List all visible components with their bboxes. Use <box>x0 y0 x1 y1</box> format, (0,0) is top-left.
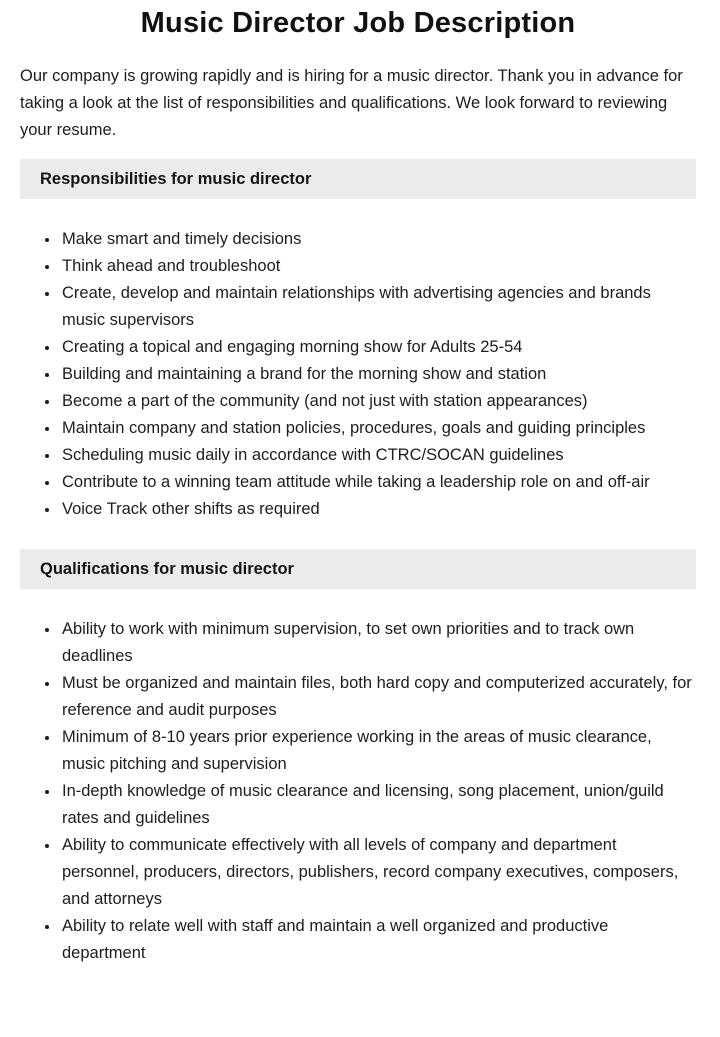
list-item: • Contribute to a winning team attitude while taking a leadership role on and off-air <box>60 469 696 496</box>
list-item: • Create, develop and maintain relationships with advertising agencies and brands music supervisors <box>60 280 696 334</box>
list-item: • In-depth knowledge of music clearance and licensing, song placement, union/guild rates and guidelines <box>60 778 696 832</box>
list-item: • Ability to communicate effectively with all levels of company and department personnel, producers, directors, publishers, record company executives, composers, and attorneys <box>60 832 696 913</box>
list-item: • Think ahead and troubleshoot <box>60 253 696 280</box>
list-item: • Maintain company and station policies, procedures, goals and guiding principles <box>60 415 696 442</box>
list-item: • Minimum of 8-10 years prior experience working in the areas of music clearance, music pitching and supervision <box>60 724 696 778</box>
qualifications-section <box>20 549 696 967</box>
responsibilities-section <box>20 159 696 523</box>
list-item: • Make smart and timely decisions <box>60 226 696 253</box>
list-item: • Become a part of the community (and not just with station appearances) <box>60 388 696 415</box>
list-item: • Creating a topical and engaging morning show for Adults 25-54 <box>60 334 696 361</box>
list-item: • Voice Track other shifts as required <box>60 496 696 523</box>
list-item: • Ability to work with minimum supervision, to set own priorities and to track own deadlines <box>60 616 696 670</box>
list-item: • Building and maintaining a brand for the morning show and station <box>60 361 696 388</box>
job-description-page <box>0 7 720 967</box>
qualifications-section-header: Qualifications for music director <box>20 549 696 589</box>
intro-paragraph: Our company is growing rapidly and is hiring for a music director. Thank you in advance for taking a look at the list of responsibilities and qualifications. We look forward to reviewing your resume. <box>20 67 683 139</box>
responsibilities-section-header: Responsibilities for music director <box>20 159 696 199</box>
list-item: • Scheduling music daily in accordance with CTRC/SOCAN guidelines <box>60 442 696 469</box>
qualifications-list <box>20 616 696 967</box>
list-item: • Must be organized and maintain files, both hard copy and computerized accurately, for reference and audit purposes <box>60 670 696 724</box>
page-title: Music Director Job Description <box>140 7 576 39</box>
responsibilities-list <box>20 226 696 523</box>
list-item: • Ability to relate well with staff and maintain a well organized and productive department <box>60 913 696 967</box>
